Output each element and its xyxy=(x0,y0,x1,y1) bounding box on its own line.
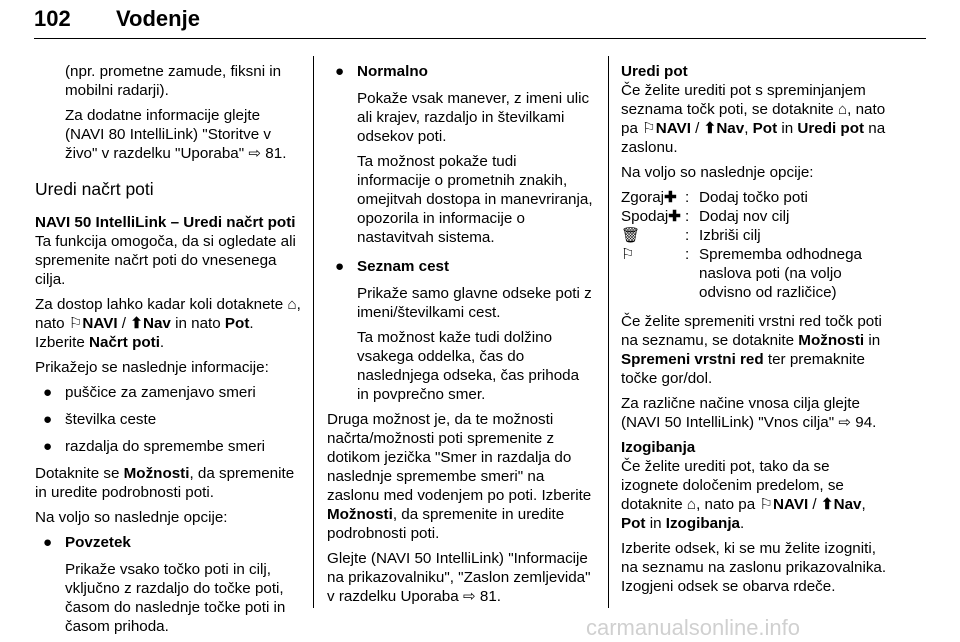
intro-reference: Za dodatne informacije glejte (NAVI 80 IntelliLink) "Storitve v živo" v razdelku "Uporaba" ⇨ 81. xyxy=(65,107,287,162)
ref-arrow-icon: ⇨ xyxy=(838,414,852,431)
paragraph-reference: Za različne načine vnosa cilja glejte (NAVI 50 IntelliLink) "Vnos cilja" ⇨ 94. xyxy=(621,395,877,431)
list-item-summary: ● Povzetek xyxy=(43,534,131,551)
home-icon: ⌂ xyxy=(837,101,848,118)
paragraph: Prikažejo se naslednje informacije: xyxy=(35,359,269,376)
paragraph-options: Dotaknite se Možnosti, da spremenite in uredite podrobnosti poti. xyxy=(35,465,295,501)
paragraph: Na voljo so naslednje opcije: xyxy=(621,164,814,181)
heading-avoidances: Izogibanja xyxy=(621,439,696,456)
list-item: ● razdalja do spremembe smeri xyxy=(43,438,266,455)
nav-icon: ⬆ xyxy=(703,120,717,137)
list-item-normal: ● Normalno xyxy=(335,63,428,80)
nav-icon: ⬆ xyxy=(820,496,834,513)
flag-icon: ⚐ xyxy=(621,246,635,263)
paragraph: Izberite odsek, ki se mu želite izogniti, na seznamu na zaslonu prikazovalnika. Izogjeni odsek se obarva rdeče. xyxy=(621,540,887,595)
paragraph: Ta funkcija omogoča, da si ogledate ali spremenite načrt poti do vnesenega cilja. xyxy=(35,233,296,288)
normal-text-2: Ta možnost pokaže tudi informacije o prometnih znakih, omejitvah dostopa in manevriranja, opozorila in informacije o nastavitvah sistema. xyxy=(357,153,593,246)
paragraph-reorder: Če želite spremeniti vrstni red točk poti na seznamu, se dotaknite Možnosti in Spremeni vrstni red ter premaknite točke gor/dol. xyxy=(621,313,882,387)
flag-icon: ⚐ xyxy=(759,496,774,513)
list-item: ● puščice za zamenjavo smeri xyxy=(43,384,256,401)
normal-text-1: Pokaže vsak manever, z imeni ulic ali krajev, razdaljo in številkami odsekov poti. xyxy=(357,90,590,145)
paragraph-alternative: Druga možnost je, da te možnosti načrta/možnosti poti spremenite z dotikom jezička "Smer in razdalja do naslednje spremembe smeri" na zaslonu med vodenjem po poti. Izberite Možnosti, da spremenite in uredite podrobnosti poti. xyxy=(327,411,592,542)
ref-arrow-icon: ⇨ xyxy=(462,588,476,605)
plus-icon: ✚ xyxy=(668,208,682,225)
trash-icon: 🗑 xyxy=(621,227,641,244)
watermark: carmanualsonline.info xyxy=(586,615,801,640)
roads-text-1: Prikaže samo glavne odseke poti z imeni/številkami cest. xyxy=(357,285,592,321)
list-item: ● številka ceste xyxy=(43,411,157,428)
plus-icon: ✚ xyxy=(664,189,677,206)
paragraph-edit: Če želite urediti pot s spreminjanjem seznama točk poti, se dotaknite ⌂, nato pa ⚐NAVI / ⬆Nav, Pot in Uredi pot na zaslonu. xyxy=(621,82,886,156)
option-row: 🗑 : Izbriši cilj xyxy=(621,227,761,244)
paragraph-reference: Glejte (NAVI 50 IntelliLink) "Informacije na prikazovalniku", "Zaslon zemljevida" v razdelku Uporaba ⇨ 81. xyxy=(327,550,591,605)
nav-icon: ⬆ xyxy=(130,315,143,332)
page-number: 102 xyxy=(34,6,71,31)
column-divider-2 xyxy=(608,56,609,608)
heading-edit-route: Uredi pot xyxy=(621,63,688,80)
home-icon: ⌂ xyxy=(686,496,697,513)
flag-icon: ⚐ xyxy=(642,120,656,137)
column-2 xyxy=(327,62,593,612)
option-row: ⚐ : Sprememba odhodnega naslova poti (na voljo odvisno od različice) xyxy=(621,246,862,301)
header-rule xyxy=(34,38,926,39)
list-item-roads: ● Seznam cest xyxy=(335,258,450,275)
column-1 xyxy=(35,62,301,642)
paragraph: Na voljo so naslednje opcije: xyxy=(35,509,228,526)
sub-heading: NAVI 50 IntelliLink – Uredi načrt poti xyxy=(35,214,296,231)
ref-arrow-icon: ⇨ xyxy=(248,145,262,162)
section-title: Uredi načrt poti xyxy=(35,179,154,199)
chapter-title: Vodenje xyxy=(116,6,200,31)
page-header xyxy=(34,4,200,34)
option-row: Zgoraj✚ : Dodaj točko poti xyxy=(621,189,808,206)
option-row: Spodaj✚ : Dodaj nov cilj xyxy=(621,208,790,225)
flag-icon: ⚐ xyxy=(68,315,83,332)
summary-text: Prikaže vsako točko poti in cilj, vključno z razdaljo do točke poti, časom do naslednje točke poti in časom prihoda. xyxy=(65,561,286,635)
column-3 xyxy=(621,62,888,602)
column-divider-1 xyxy=(313,56,314,608)
roads-text-2: Ta možnost kaže tudi dolžino vsakega oddelka, čas do naslednjega odseka, čas prihoda in povprečno smer. xyxy=(357,329,580,403)
home-icon: ⌂ xyxy=(287,296,297,313)
paragraph-avoid: Če želite urediti pot, tako da se izognete določenim predelom, se dotaknite ⌂, nato pa ⚐NAVI / ⬆Nav, Pot in Izogibanja. xyxy=(621,458,866,532)
paragraph-access: Za dostop lahko kadar koli dotaknete ⌂, nato ⚐NAVI / ⬆Nav in nato Pot. Izberite Načrt poti. xyxy=(35,296,301,351)
intro-continuation: (npr. prometne zamude, fiksni in mobilni radarji). xyxy=(65,63,282,99)
